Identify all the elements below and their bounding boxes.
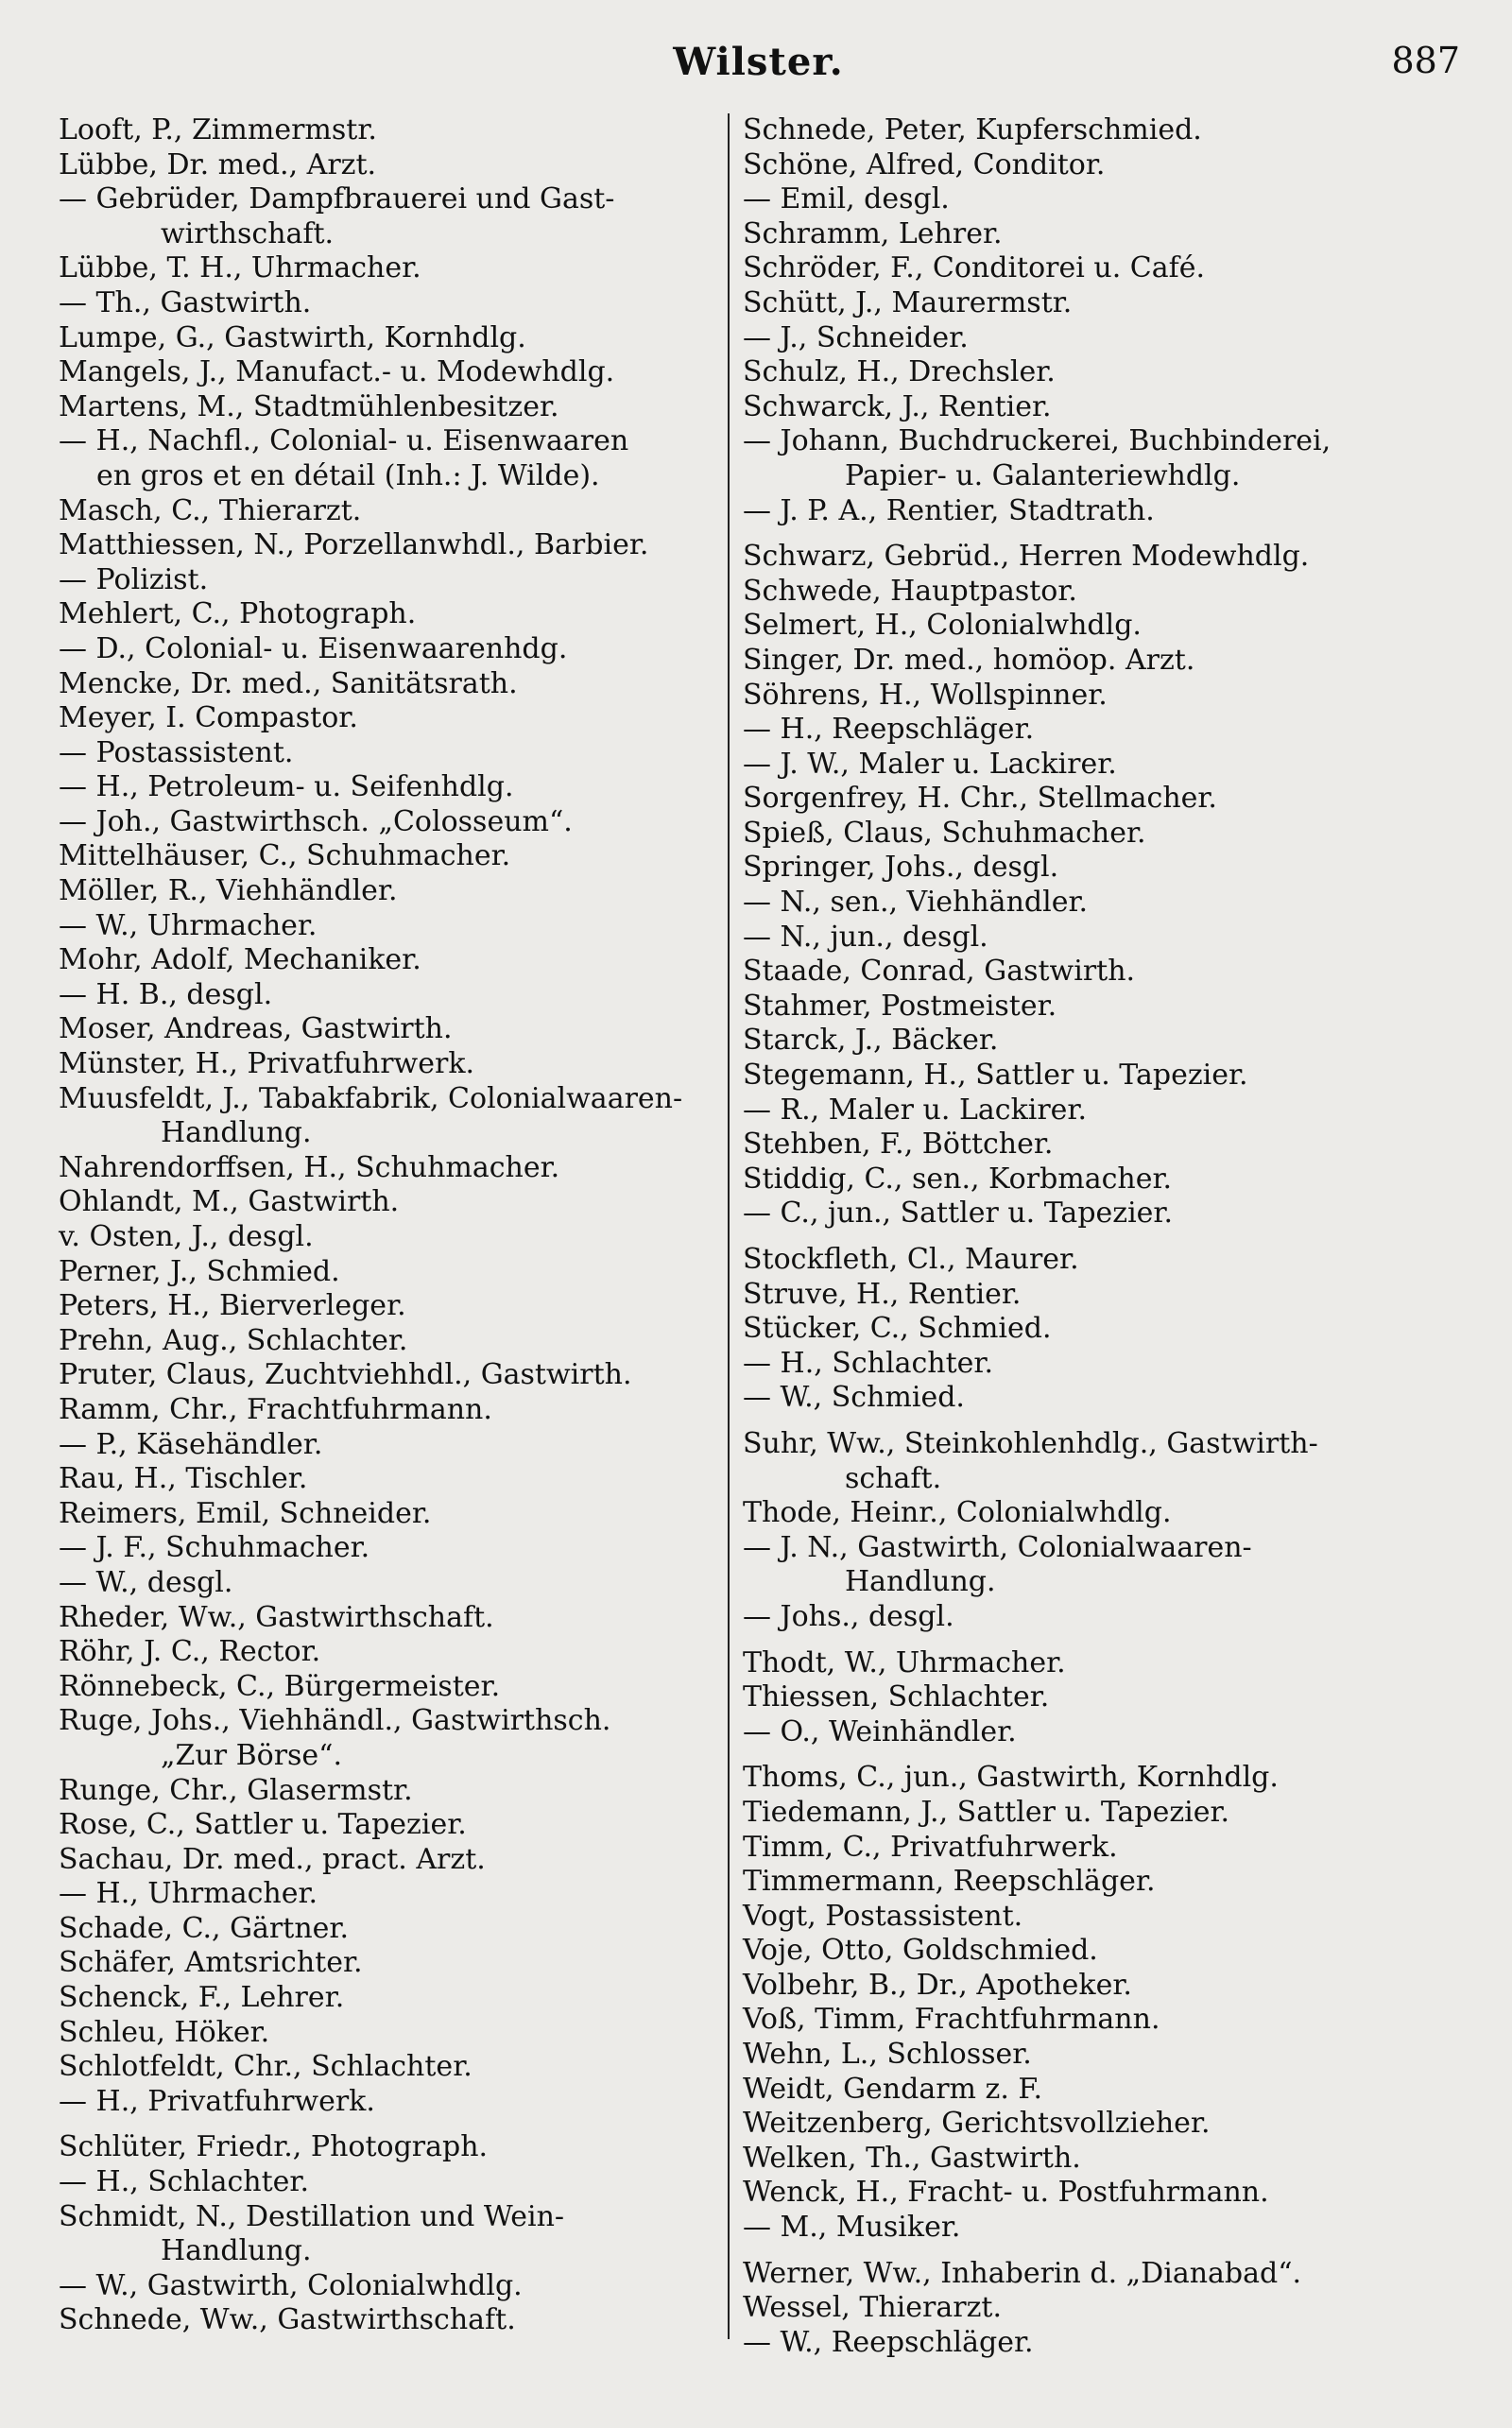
directory-entry: Schleu, Höker. bbox=[59, 2015, 270, 2049]
directory-entry: Schramm, Lehrer. bbox=[743, 216, 1003, 250]
directory-entry: — Johann, Buchdruckerei, Buchbinderei, bbox=[743, 424, 1332, 458]
directory-entry: Schlotfeldt, Chr., Schlachter. bbox=[59, 2050, 472, 2084]
directory-entry: Schwarz, Gebrüd., Herren Modewhdlg. bbox=[743, 540, 1310, 574]
directory-entry: Wessel, Thierarzt. bbox=[743, 2291, 1002, 2325]
directory-entry: Voß, Timm, Frachtfuhrmann. bbox=[743, 2003, 1160, 2037]
directory-entry: — H., Nachfl., Colonial- u. Eisenwaaren bbox=[59, 424, 629, 458]
directory-entry-continuation: Handlung. bbox=[161, 2234, 312, 2268]
directory-entry: — W., Reepschläger. bbox=[743, 2325, 1034, 2359]
directory-entry: Thodt, W., Uhrmacher. bbox=[743, 1645, 1066, 1679]
directory-entry: Weidt, Gendarm z. F. bbox=[743, 2072, 1043, 2106]
directory-entry: Ramm, Chr., Frachtfuhrmann. bbox=[59, 1392, 492, 1426]
directory-entry: Rheder, Ww., Gastwirthschaft. bbox=[59, 1600, 494, 1634]
directory-entry-continuation: wirthschaft. bbox=[161, 216, 335, 250]
directory-entry: Schulz, H., Drechsler. bbox=[743, 355, 1056, 389]
directory-entry: Thoms, C., jun., Gastwirth, Kornhdlg. bbox=[743, 1761, 1279, 1795]
directory-entry: Sachau, Dr. med., pract. Arzt. bbox=[59, 1842, 486, 1876]
directory-entry: Thiessen, Schlachter. bbox=[743, 1680, 1050, 1714]
directory-entry: — J. N., Gastwirth, Colonialwaaren- bbox=[743, 1530, 1252, 1564]
directory-entry: Peters, H., Bierverleger. bbox=[59, 1289, 406, 1323]
directory-entry: Schröder, F., Conditorei u. Café. bbox=[743, 251, 1206, 285]
directory-entry: Suhr, Ww., Steinkohlenhdlg., Gastwirth- bbox=[743, 1426, 1318, 1460]
directory-entry: Spieß, Claus, Schuhmacher. bbox=[743, 816, 1146, 850]
directory-entry: Schwede, Hauptpastor. bbox=[743, 574, 1077, 608]
directory-entry-continuation: Papier- u. Galanteriewhdlg. bbox=[845, 458, 1241, 492]
directory-entry: v. Osten, J., desgl. bbox=[59, 1220, 314, 1253]
directory-entry: Rose, C., Sattler u. Tapezier. bbox=[59, 1808, 467, 1842]
directory-entry: Weitzenberg, Gerichtsvollzieher. bbox=[743, 2107, 1211, 2141]
directory-entry: Mencke, Dr. med., Sanitätsrath. bbox=[59, 666, 518, 700]
directory-entry: Mehlert, C., Photograph. bbox=[59, 597, 417, 631]
left-column bbox=[59, 113, 720, 2338]
directory-entry: — J. W., Maler u. Lackirer. bbox=[743, 747, 1117, 781]
directory-entry: Singer, Dr. med., homöop. Arzt. bbox=[743, 643, 1195, 677]
directory-entry: — N., sen., Viehhändler. bbox=[743, 886, 1089, 920]
directory-entry: Prehn, Aug., Schlachter. bbox=[59, 1323, 408, 1357]
directory-entry: Schöne, Alfred, Conditor. bbox=[743, 147, 1106, 181]
directory-entry: — H., Uhrmacher. bbox=[59, 1877, 318, 1911]
directory-entry: Stockfleth, Cl., Maurer. bbox=[743, 1243, 1079, 1276]
directory-entry: Looft, P., Zimmermstr. bbox=[59, 113, 377, 146]
directory-entry: Schade, C., Gärtner. bbox=[59, 1911, 349, 1945]
right-column bbox=[743, 113, 1470, 2360]
directory-entry: Martens, M., Stadtmühlenbesitzer. bbox=[59, 389, 559, 423]
directory-entry: Söhrens, H., Wollspinner. bbox=[743, 678, 1108, 712]
directory-entry: — Gebrüder, Dampfbrauerei und Gast- bbox=[59, 182, 615, 216]
directory-entry: — Joh., Gastwirthsch. „Colosseum“. bbox=[59, 804, 573, 838]
directory-entry: Springer, Johs., desgl. bbox=[743, 851, 1059, 885]
directory-entry: Stegemann, H., Sattler u. Tapezier. bbox=[743, 1059, 1248, 1093]
directory-entry: Schlüter, Friedr., Photograph. bbox=[59, 2130, 489, 2164]
directory-entry: Wehn, L., Schlosser. bbox=[743, 2038, 1032, 2072]
directory-entry: — W., desgl. bbox=[59, 1565, 233, 1599]
directory-entry: Stücker, C., Schmied. bbox=[743, 1312, 1052, 1346]
directory-entry: Lübbe, Dr. med., Arzt. bbox=[59, 147, 377, 181]
directory-entry: Moser, Andreas, Gastwirth. bbox=[59, 1012, 453, 1046]
directory-entry: Voje, Otto, Goldschmied. bbox=[743, 1934, 1098, 1968]
directory-entry: Thode, Heinr., Colonialwhdlg. bbox=[743, 1496, 1172, 1530]
directory-entry: Stahmer, Postmeister. bbox=[743, 989, 1057, 1023]
directory-entry: Nahrendorffsen, H., Schuhmacher. bbox=[59, 1150, 560, 1184]
directory-entry: — Emil, desgl. bbox=[743, 182, 950, 216]
directory-entry: Schmidt, N., Destillation und Wein- bbox=[59, 2199, 565, 2233]
directory-entry: Vogt, Postassistent. bbox=[743, 1899, 1023, 1933]
directory-entry: Rau, H., Tischler. bbox=[59, 1462, 308, 1496]
directory-entry: Stiddig, C., sen., Korbmacher. bbox=[743, 1162, 1173, 1196]
directory-entry: — P., Käsehändler. bbox=[59, 1427, 323, 1461]
directory-entry: Lübbe, T. H., Uhrmacher. bbox=[59, 251, 421, 285]
directory-entry: Tiedemann, J., Sattler u. Tapezier. bbox=[743, 1795, 1230, 1829]
directory-entry-continuation: schaft. bbox=[845, 1461, 942, 1495]
directory-entry: — H. B., desgl. bbox=[59, 977, 273, 1011]
page-number: 887 bbox=[1391, 40, 1460, 81]
directory-entry: Münster, H., Privatfuhrwerk. bbox=[59, 1047, 475, 1081]
directory-entry: — J., Schneider. bbox=[743, 320, 969, 354]
directory-entry: Schnede, Peter, Kupferschmied. bbox=[743, 113, 1202, 146]
directory-entry: — J. P. A., Rentier, Stadtrath. bbox=[743, 493, 1155, 527]
directory-entry: Welken, Th., Gastwirth. bbox=[743, 2141, 1081, 2175]
directory-entry: Schäfer, Amtsrichter. bbox=[59, 1946, 363, 1980]
directory-entry: — C., jun., Sattler u. Tapezier. bbox=[743, 1197, 1174, 1231]
directory-entry: — R., Maler u. Lackirer. bbox=[743, 1093, 1088, 1127]
directory-entry: Stehben, F., Böttcher. bbox=[743, 1128, 1054, 1162]
page-header bbox=[57, 40, 1460, 96]
directory-entry: — W., Uhrmacher. bbox=[59, 908, 318, 942]
directory-entry: — J. F., Schuhmacher. bbox=[59, 1531, 370, 1565]
directory-entry: Lumpe, G., Gastwirth, Kornhdlg. bbox=[59, 320, 526, 354]
directory-entry: Timmermann, Reepschläger. bbox=[743, 1865, 1156, 1899]
directory-entry: — W., Schmied. bbox=[743, 1381, 965, 1415]
directory-entry: — H., Schlachter. bbox=[743, 1346, 993, 1380]
directory-entry: Ohlandt, M., Gastwirth. bbox=[59, 1185, 400, 1219]
directory-entry: Schütt, J., Maurermstr. bbox=[743, 285, 1073, 319]
directory-entry: Schnede, Ww., Gastwirthschaft. bbox=[59, 2303, 516, 2337]
directory-entry: Timm, C., Privatfuhrwerk. bbox=[743, 1830, 1118, 1864]
directory-entry: Mittelhäuser, C., Schuhmacher. bbox=[59, 839, 511, 873]
directory-entry: Schwarck, J., Rentier. bbox=[743, 389, 1052, 423]
directory-entry: — H., Reepschläger. bbox=[743, 713, 1035, 747]
directory-entry-continuation: „Zur Börse“. bbox=[161, 1738, 343, 1772]
directory-entry: Ruge, Johs., Viehhändl., Gastwirthsch. bbox=[59, 1704, 611, 1738]
directory-entry: — Polizist. bbox=[59, 562, 209, 596]
directory-entry-continuation: Handlung. bbox=[161, 1116, 312, 1150]
page-title: Wilster. bbox=[673, 40, 844, 84]
directory-entry: Pruter, Claus, Zuchtviehhdl., Gastwirth. bbox=[59, 1358, 632, 1392]
directory-entry: — M., Musiker. bbox=[743, 2211, 961, 2245]
directory-entry: Reimers, Emil, Schneider. bbox=[59, 1496, 432, 1530]
directory-entry: — W., Gastwirth, Colonialwhdlg. bbox=[59, 2268, 523, 2302]
directory-entry: Struve, H., Rentier. bbox=[743, 1277, 1022, 1311]
directory-entry: Starck, J., Bäcker. bbox=[743, 1024, 999, 1058]
directory-entry: Meyer, I. Compastor. bbox=[59, 701, 358, 735]
directory-entry: Muusfeldt, J., Tabakfabrik, Colonialwaaren- bbox=[59, 1081, 683, 1115]
directory-entry: Schenck, F., Lehrer. bbox=[59, 1981, 345, 2015]
directory-entry: Selmert, H., Colonialwhdlg. bbox=[743, 609, 1142, 643]
directory-entry: — D., Colonial- u. Eisenwaarenhdg. bbox=[59, 631, 568, 665]
directory-entry: Masch, C., Thierarzt. bbox=[59, 493, 362, 527]
directory-entry: Mangels, J., Manufact.- u. Modewhdlg. bbox=[59, 355, 615, 389]
directory-entry-continuation: Handlung. bbox=[845, 1565, 996, 1599]
directory-entry: Runge, Chr., Glasermstr. bbox=[59, 1773, 413, 1807]
directory-entry: Röhr, J. C., Rector. bbox=[59, 1635, 321, 1669]
directory-entry: — N., jun., desgl. bbox=[743, 920, 988, 954]
directory-entry: — H., Privatfuhrwerk. bbox=[59, 2084, 375, 2118]
directory-entry: — H., Schlachter. bbox=[59, 2165, 309, 2199]
column-divider bbox=[728, 113, 730, 2339]
directory-entry: Werner, Ww., Inhaberin d. „Dianabad“. bbox=[743, 2256, 1302, 2290]
directory-entry: Staade, Conrad, Gastwirth. bbox=[743, 955, 1136, 989]
directory-entry: Rönnebeck, C., Bürgermeister. bbox=[59, 1669, 501, 1703]
directory-entry: Wenck, H., Fracht- u. Postfuhrmann. bbox=[743, 2176, 1269, 2210]
directory-entry: — O., Weinhändler. bbox=[743, 1714, 1017, 1748]
directory-entry: Matthiessen, N., Porzellanwhdl., Barbier. bbox=[59, 528, 649, 562]
directory-entry: Möller, R., Viehhändler. bbox=[59, 874, 398, 908]
directory-entry: en gros et en détail (Inh.: J. Wilde). bbox=[96, 458, 600, 492]
directory-entry: Volbehr, B., Dr., Apotheker. bbox=[743, 1968, 1132, 2002]
directory-entry: — Johs., desgl. bbox=[743, 1599, 954, 1633]
directory-entry: — Postassistent. bbox=[59, 735, 294, 769]
directory-entry: Sorgenfrey, H. Chr., Stellmacher. bbox=[743, 782, 1217, 816]
directory-entry: Perner, J., Schmied. bbox=[59, 1254, 340, 1288]
directory-entry: — Th., Gastwirth. bbox=[59, 285, 312, 319]
directory-entry: — H., Petroleum- u. Seifenhdlg. bbox=[59, 770, 514, 804]
directory-entry: Mohr, Adolf, Mechaniker. bbox=[59, 943, 421, 977]
